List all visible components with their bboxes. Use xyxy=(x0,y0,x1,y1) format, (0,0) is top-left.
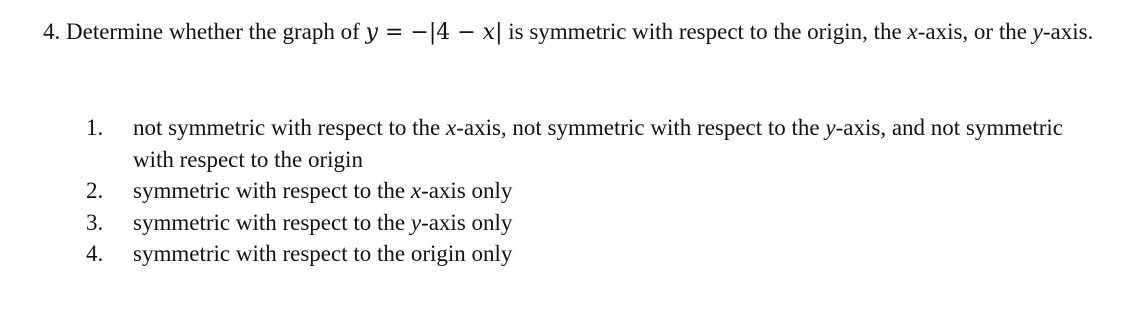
choice-number: 2. xyxy=(86,178,104,203)
question-x-italic: x xyxy=(907,19,918,44)
choice-text-segment: -axis, and not symmetric with respect to the origin xyxy=(133,115,1064,172)
choice-number: 4. xyxy=(86,241,104,266)
question-part1: is symmetric with respect to the origin, the xyxy=(502,19,908,44)
answer-choice-2[interactable] xyxy=(86,175,1096,207)
choice-text-segment: symmetric with respect to the xyxy=(133,209,411,235)
choice-text-segment: -axis only xyxy=(421,178,513,203)
choice-text xyxy=(133,112,1096,175)
answer-choices xyxy=(86,112,1096,270)
question-part2: -axis, or the xyxy=(917,19,1033,44)
choice-text xyxy=(133,207,1096,239)
choice-text-segment: -axis, not symmetric with respect to the xyxy=(456,115,826,140)
choice-number: 3. xyxy=(86,209,104,235)
choice-text-segment: symmetric with respect to the origin only xyxy=(133,241,513,266)
equation-equals: = xyxy=(377,20,411,45)
question-text xyxy=(43,16,1113,48)
choice-y-italic: y xyxy=(410,209,422,235)
equation xyxy=(366,20,503,45)
answer-choice-4[interactable] xyxy=(86,238,1096,270)
choice-text xyxy=(133,175,1096,207)
choice-x-italic: x xyxy=(445,115,457,140)
equation-x: x xyxy=(482,20,496,45)
question-number: 4. xyxy=(43,19,61,44)
choice-text-segment: -axis only xyxy=(421,209,513,235)
answer-choice-3[interactable] xyxy=(86,207,1096,239)
equation-abs-close: | xyxy=(495,20,503,45)
choice-text-segment: symmetric with respect to the xyxy=(133,178,411,203)
answer-choice-1[interactable] xyxy=(86,112,1096,175)
choice-y-italic: y xyxy=(825,115,836,140)
equation-y: y xyxy=(365,20,378,45)
question-part3: -axis. xyxy=(1042,19,1094,44)
question-prefix: Determine whether the graph of xyxy=(66,19,366,44)
equation-abs-open: −|4 − xyxy=(410,20,483,45)
choice-text xyxy=(133,238,1096,270)
choice-text-segment: not symmetric with respect to the xyxy=(133,115,446,140)
choice-number: 1. xyxy=(86,115,104,140)
question-y-italic: y xyxy=(1032,19,1043,44)
choice-x-italic: x xyxy=(410,178,422,203)
